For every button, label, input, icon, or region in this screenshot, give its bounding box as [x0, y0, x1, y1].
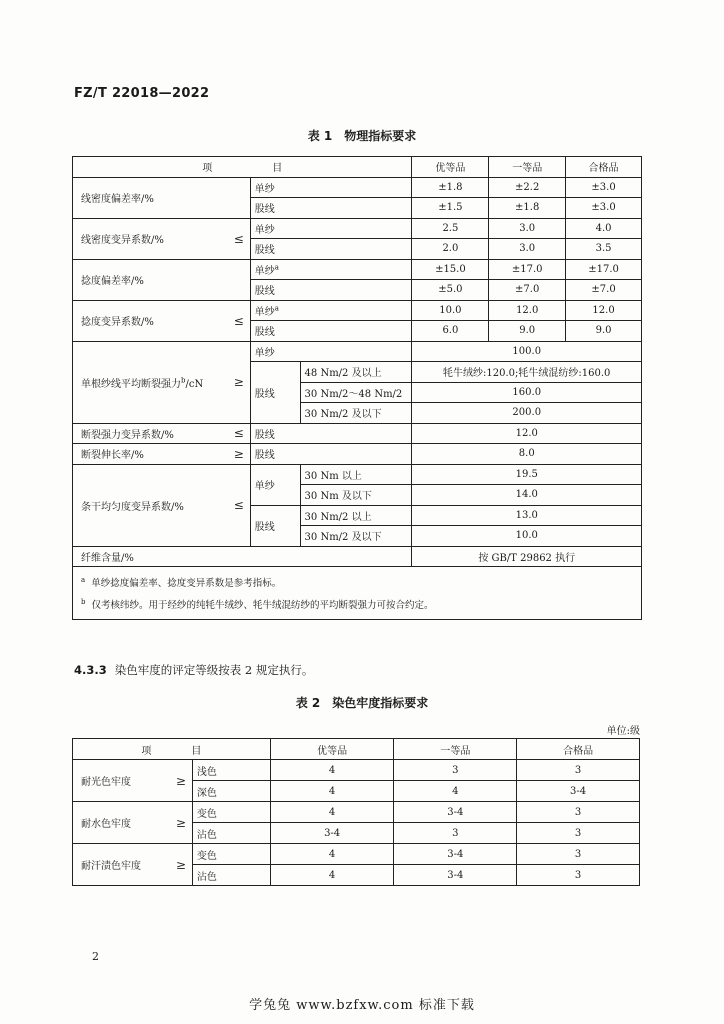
table-row	[73, 423, 642, 444]
table-row	[73, 341, 642, 362]
cell-merged: 按 GB/T 29862 执行	[412, 546, 642, 567]
cell-grade2: 3.0	[489, 239, 566, 260]
cell-merged: 100.0	[412, 341, 642, 362]
table-row	[73, 464, 642, 485]
cell-grade2: 3-4	[394, 844, 517, 865]
row-subsub: 48 Nm/2 及以上	[300, 362, 412, 383]
cell-grade3: ±3.0	[566, 177, 642, 198]
row-name: 线密度变异系数/%	[73, 218, 221, 259]
row-sub: 单纱$^a$	[250, 300, 412, 321]
cell-grade3: 3	[517, 844, 640, 865]
cell-merged: 8.0	[412, 444, 642, 465]
cell-grade3: 3	[517, 823, 640, 844]
cell-merged: 200.0	[412, 403, 642, 424]
cell-merged: 160.0	[412, 382, 642, 403]
cell-grade3: ±17.0	[566, 259, 642, 280]
row-subsub: 30 Nm/2 及以下	[300, 526, 412, 547]
row-symbol: ≥	[164, 844, 192, 886]
cell-grade1: 4	[270, 760, 394, 781]
row-sub: 单纱	[250, 464, 300, 505]
table2-unit: 单位:级	[606, 726, 640, 737]
cell-grade2: 9.0	[489, 321, 566, 342]
row-sub: 股线	[250, 321, 412, 342]
header-grade2: 一等品	[489, 157, 566, 178]
footnote-b: $^b$ 仅考核纬纱。用于经纱的纯牦牛绒纱、牦牛绒混纺纱的平均断裂强力可按合约定。	[81, 598, 434, 612]
row-subsub: 30 Nm 以上	[300, 464, 412, 485]
row-sub: 沾色	[192, 865, 270, 886]
row-symbol: ≥	[220, 341, 250, 423]
cell-grade1: ±1.8	[412, 177, 489, 198]
cell-grade2: ±7.0	[489, 280, 566, 301]
row-name: 捻度变异系数/%	[73, 300, 221, 341]
row-symbol: ≤	[220, 300, 250, 341]
row-sub: 股线	[250, 198, 412, 219]
row-name: 线密度偏差率/%	[73, 177, 221, 218]
table-row	[73, 444, 642, 465]
cell-grade3: 3	[517, 760, 640, 781]
physical-requirements-table	[72, 156, 642, 620]
table-row	[73, 300, 642, 321]
cell-grade3: 3.5	[566, 239, 642, 260]
table-header-row	[73, 739, 640, 760]
cell-grade2: 12.0	[489, 300, 566, 321]
cell-grade2: ±17.0	[489, 259, 566, 280]
cell-grade1: 4	[270, 844, 394, 865]
cell-grade3: ±7.0	[566, 280, 642, 301]
cell-grade1: ±5.0	[412, 280, 489, 301]
cell-grade1: 3-4	[270, 823, 394, 844]
standard-code: FZ/T 22018—2022	[74, 86, 210, 101]
table-row	[73, 844, 640, 865]
footnote-a: $^a$ 单纱捻度偏差率、捻度变异系数是参考指标。	[81, 576, 282, 590]
row-symbol: ≤	[220, 218, 250, 259]
cell-grade1: 6.0	[412, 321, 489, 342]
cell-merged: 牦牛绒纱:120.0;牦牛绒混纺纱:160.0	[412, 362, 642, 383]
cell-grade3: 3	[517, 865, 640, 886]
row-subsub: 30 Nm 及以下	[300, 485, 412, 506]
cell-grade3: 3-4	[517, 781, 640, 802]
page-number: 2	[92, 950, 99, 963]
row-name: 条干均匀度变异系数/%	[73, 464, 221, 546]
site-footer: 学兔兔 www.bzfxw.com 标准下载	[249, 998, 475, 1013]
row-name: 耐汗渍色牢度	[73, 844, 165, 886]
cell-grade3: ±3.0	[566, 198, 642, 219]
cell-grade3: 12.0	[566, 300, 642, 321]
cell-grade3: 3	[517, 802, 640, 823]
cell-grade1: 4	[270, 865, 394, 886]
cell-grade3: 4.0	[566, 218, 642, 239]
table2-caption: 表 2 染色牢度指标要求	[295, 696, 429, 710]
footnote-row	[73, 567, 642, 620]
cell-merged: 13.0	[412, 505, 642, 526]
cell-grade2: 4	[394, 781, 517, 802]
row-sub: 股线	[250, 239, 412, 260]
row-subsub: 30 Nm/2 以上	[300, 505, 412, 526]
cell-grade1: ±1.5	[412, 198, 489, 219]
row-symbol	[220, 259, 250, 300]
row-sub: 沾色	[192, 823, 270, 844]
row-sub: 单纱	[250, 341, 412, 362]
cell-grade1: 2.0	[412, 239, 489, 260]
row-subsub: 30 Nm/2 及以下	[300, 403, 412, 424]
table-row	[73, 760, 640, 781]
row-sub: 股线	[250, 280, 412, 301]
header-grade1: 优等品	[412, 157, 489, 178]
row-name: 断裂伸长率/%	[73, 444, 221, 465]
table1-footnotes	[73, 567, 642, 620]
row-sub: 股线	[250, 362, 300, 424]
row-name: 单根纱线平均断裂强力$^b$/cN	[73, 341, 221, 423]
row-name: 耐光色牢度	[73, 760, 165, 802]
table-header-row	[73, 157, 642, 178]
cell-grade2: ±2.2	[489, 177, 566, 198]
row-symbol: ≤	[220, 423, 250, 444]
cell-grade1: 2.5	[412, 218, 489, 239]
row-sub: 单纱	[250, 177, 412, 198]
cell-grade3: 9.0	[566, 321, 642, 342]
color-fastness-table	[72, 738, 640, 886]
cell-grade1: 10.0	[412, 300, 489, 321]
row-name: 纤维含量/%	[73, 546, 412, 567]
row-symbol: ≥	[220, 444, 250, 465]
cell-grade1: 4	[270, 802, 394, 823]
header-grade1: 优等品	[270, 739, 394, 760]
row-name: 耐水色牢度	[73, 802, 165, 844]
table-row	[73, 177, 642, 198]
row-sub: 股线	[250, 505, 300, 546]
cell-grade2: 3	[394, 760, 517, 781]
row-sub: 浅色	[192, 760, 270, 781]
table-row	[73, 259, 642, 280]
table1-caption: 表 1 物理指标要求	[307, 129, 417, 143]
cell-grade2: ±1.8	[489, 198, 566, 219]
cell-grade2: 3-4	[394, 865, 517, 886]
row-symbol: ≥	[164, 802, 192, 844]
table-row	[73, 802, 640, 823]
header-item: 项 目	[73, 739, 271, 760]
row-subsub: 30 Nm/2～48 Nm/2	[300, 382, 412, 403]
header-item: 项 目	[73, 157, 412, 178]
header-grade3: 合格品	[566, 157, 642, 178]
cell-grade1: 4	[270, 781, 394, 802]
row-sub: 单纱	[250, 218, 412, 239]
cell-grade1: ±15.0	[412, 259, 489, 280]
row-sub: 股线	[250, 423, 412, 444]
header-grade2: 一等品	[394, 739, 517, 760]
header-grade3: 合格品	[517, 739, 640, 760]
row-name: 断裂强力变异系数/%	[73, 423, 221, 444]
row-symbol	[220, 177, 250, 218]
row-symbol: ≤	[220, 464, 250, 546]
cell-merged: 14.0	[412, 485, 642, 506]
cell-grade2: 3-4	[394, 802, 517, 823]
cell-merged: 19.5	[412, 464, 642, 485]
cell-merged: 12.0	[412, 423, 642, 444]
cell-merged: 10.0	[412, 526, 642, 547]
clause-4-3-3: 4.3.3 染色牢度的评定等级按表 2 规定执行。	[74, 663, 314, 677]
table-row	[73, 546, 642, 567]
row-sub: 变色	[192, 844, 270, 865]
row-symbol: ≥	[164, 760, 192, 802]
row-sub: 单纱$^a$	[250, 259, 412, 280]
row-sub: 变色	[192, 802, 270, 823]
table-row	[73, 218, 642, 239]
row-sub: 深色	[192, 781, 270, 802]
cell-grade2: 3.0	[489, 218, 566, 239]
row-name: 捻度偏差率/%	[73, 259, 221, 300]
row-sub: 股线	[250, 444, 412, 465]
cell-grade2: 3	[394, 823, 517, 844]
